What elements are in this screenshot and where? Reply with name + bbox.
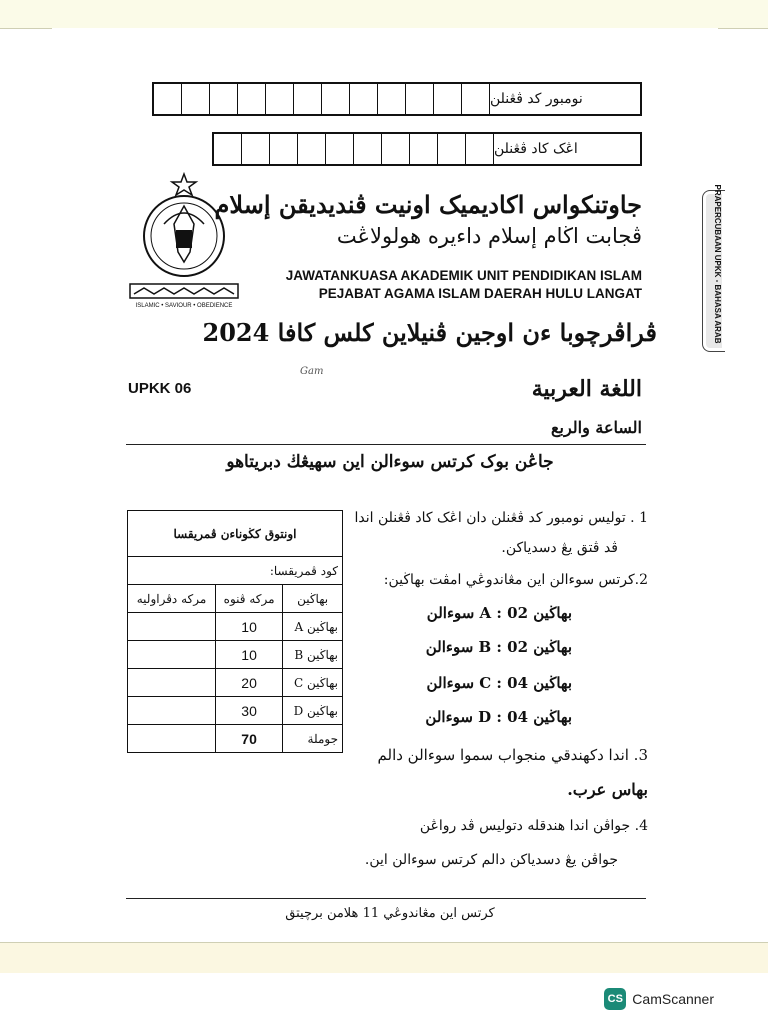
row-section: بهاڬين C <box>283 669 343 697</box>
handwritten-mark: Gam <box>300 366 324 377</box>
col-header-obtained-marks: مركه دڤراوليه <box>128 585 216 613</box>
instruction-3-line1: 3. اندا دكهندقي منجواب سموا سوءالن دالم <box>377 746 648 764</box>
grid-cell[interactable] <box>406 84 434 114</box>
table-row <box>128 697 343 725</box>
grid-cell[interactable] <box>354 134 382 164</box>
grid-cell[interactable] <box>238 84 266 114</box>
table-total-row <box>128 725 343 753</box>
row-section: بهاڬين D <box>283 697 343 725</box>
marks-table-title: اونتوق كڬوناءن ڤمريقسا <box>128 511 343 557</box>
row-full-marks: 30 <box>216 697 283 725</box>
col-header-section: بهاڬين <box>283 585 343 613</box>
row-full-marks: 20 <box>216 669 283 697</box>
instruction-4-line1: 4. جواڤن اندا هندقله دتوليس ڤد رواڠن <box>419 818 648 834</box>
row-obtained-marks[interactable] <box>128 697 216 725</box>
grid-cell[interactable] <box>266 84 294 114</box>
table-row <box>128 669 343 697</box>
camscanner-logo-icon: CS <box>604 988 626 1010</box>
grid-cell[interactable] <box>322 84 350 114</box>
row-section: بهاڬين B <box>283 641 343 669</box>
grid-cell[interactable] <box>214 134 242 164</box>
total-full-marks: 70 <box>216 725 283 753</box>
subject-title: اللغة العربية <box>531 376 642 402</box>
camscanner-watermark <box>604 988 714 1010</box>
instruction-3-line2: بهاس عرب. <box>567 780 648 799</box>
instruction-heading: جاڠن بوک كرتس سوءالن اين سهيڠڬ دبريتاهو <box>226 452 554 472</box>
section-b-info: بهاڬين B : 02 سوءالن <box>425 638 572 656</box>
instruction-4-line2: جواڤن يڠ دسدياكن دالم كرتس سوءالن اين. <box>364 852 618 868</box>
exam-duration: الساعة والربع <box>550 418 642 437</box>
table-row <box>128 613 343 641</box>
page-count-footer: كرتس اين مڠاندوڠي 11 هلامن برچيتق <box>285 906 495 921</box>
instruction-2: 2.كرتس سوءالن اين مڠاندوڠي امڤت بهاڬين: <box>383 572 648 588</box>
grid-cell[interactable] <box>438 134 466 164</box>
grid-cell[interactable] <box>298 134 326 164</box>
exam-title: ڤراڤرچوبا ءن اوجين ڤنيلاين كلس كافا 2024 <box>202 318 657 347</box>
grid-cell[interactable] <box>382 134 410 164</box>
candidate-number-label: نومبور كد ڤڠنلن <box>490 91 583 107</box>
grid-cell[interactable] <box>294 84 322 114</box>
grid-cell[interactable] <box>326 134 354 164</box>
grid-cell[interactable] <box>210 84 238 114</box>
logo-motto: ISLAMIC • SAVIOUR • OBEDIENCE <box>135 303 233 309</box>
candidate-number-grid[interactable] <box>152 82 642 116</box>
org-name-rumi: JAWATANKUASA AKADEMIK UNIT PENDIDIKAN ISLAM <box>285 268 642 283</box>
section-a-info: بهاڬين A : 02 سوءالن <box>426 604 572 622</box>
grid-cell[interactable] <box>154 84 182 114</box>
examiner-code-label[interactable]: كود ڤمريقسا: <box>128 557 343 585</box>
grid-cell[interactable] <box>378 84 406 114</box>
ic-number-grid[interactable] <box>212 132 642 166</box>
scan-bottom-band <box>0 942 768 973</box>
scan-top-band <box>0 0 768 29</box>
side-tab <box>702 184 725 352</box>
divider <box>126 444 646 445</box>
grid-cell[interactable] <box>462 84 490 114</box>
org-name-jawi: جاوتنكواس اكاديميک اونيت ڤنديديقن إسلام <box>214 190 642 219</box>
examiner-marks-table <box>127 510 343 753</box>
grid-cell[interactable] <box>270 134 298 164</box>
grid-cell[interactable] <box>350 84 378 114</box>
row-obtained-marks[interactable] <box>128 613 216 641</box>
grid-cell[interactable] <box>242 134 270 164</box>
total-obtained-marks[interactable] <box>128 725 216 753</box>
col-header-full-marks: مركه ڤنوه <box>216 585 283 613</box>
row-obtained-marks[interactable] <box>128 641 216 669</box>
instruction-1-line2: ڤد ڤتق يڠ دسدياكن. <box>501 540 618 556</box>
row-full-marks: 10 <box>216 613 283 641</box>
grid-cell[interactable] <box>410 134 438 164</box>
office-name-jawi: ڤجابت اڬام إسلام داءيره هولولاڠت <box>336 224 642 248</box>
grid-cell[interactable] <box>182 84 210 114</box>
row-full-marks: 10 <box>216 641 283 669</box>
instruction-1-line1: 1 . توليس نومبور كد ڤڠنلن دان اڠک کاد ڤڠنلن اندا <box>354 510 648 526</box>
ic-number-label: اڠک کاد ڤڠنلن <box>494 141 578 157</box>
camscanner-label: CamScanner <box>632 991 714 1007</box>
side-tab-label: PRAPERCUBAAN UPKK - BAHASA ARAB <box>713 184 722 344</box>
grid-cell[interactable] <box>466 134 494 164</box>
section-d-info: بهاڬين D : 04 سوءالن <box>425 708 572 726</box>
section-c-info: بهاڬين C : 04 سوءالن <box>426 674 572 692</box>
table-row <box>128 641 343 669</box>
paper-code: UPKK 06 <box>128 380 192 397</box>
grid-cell[interactable] <box>434 84 462 114</box>
total-label: جوملة <box>283 725 343 753</box>
row-obtained-marks[interactable] <box>128 669 216 697</box>
divider <box>126 898 646 899</box>
row-section: بهاڬين A <box>283 613 343 641</box>
office-name-rumi: PEJABAT AGAMA ISLAM DAERAH HULU LANGAT <box>318 286 642 301</box>
